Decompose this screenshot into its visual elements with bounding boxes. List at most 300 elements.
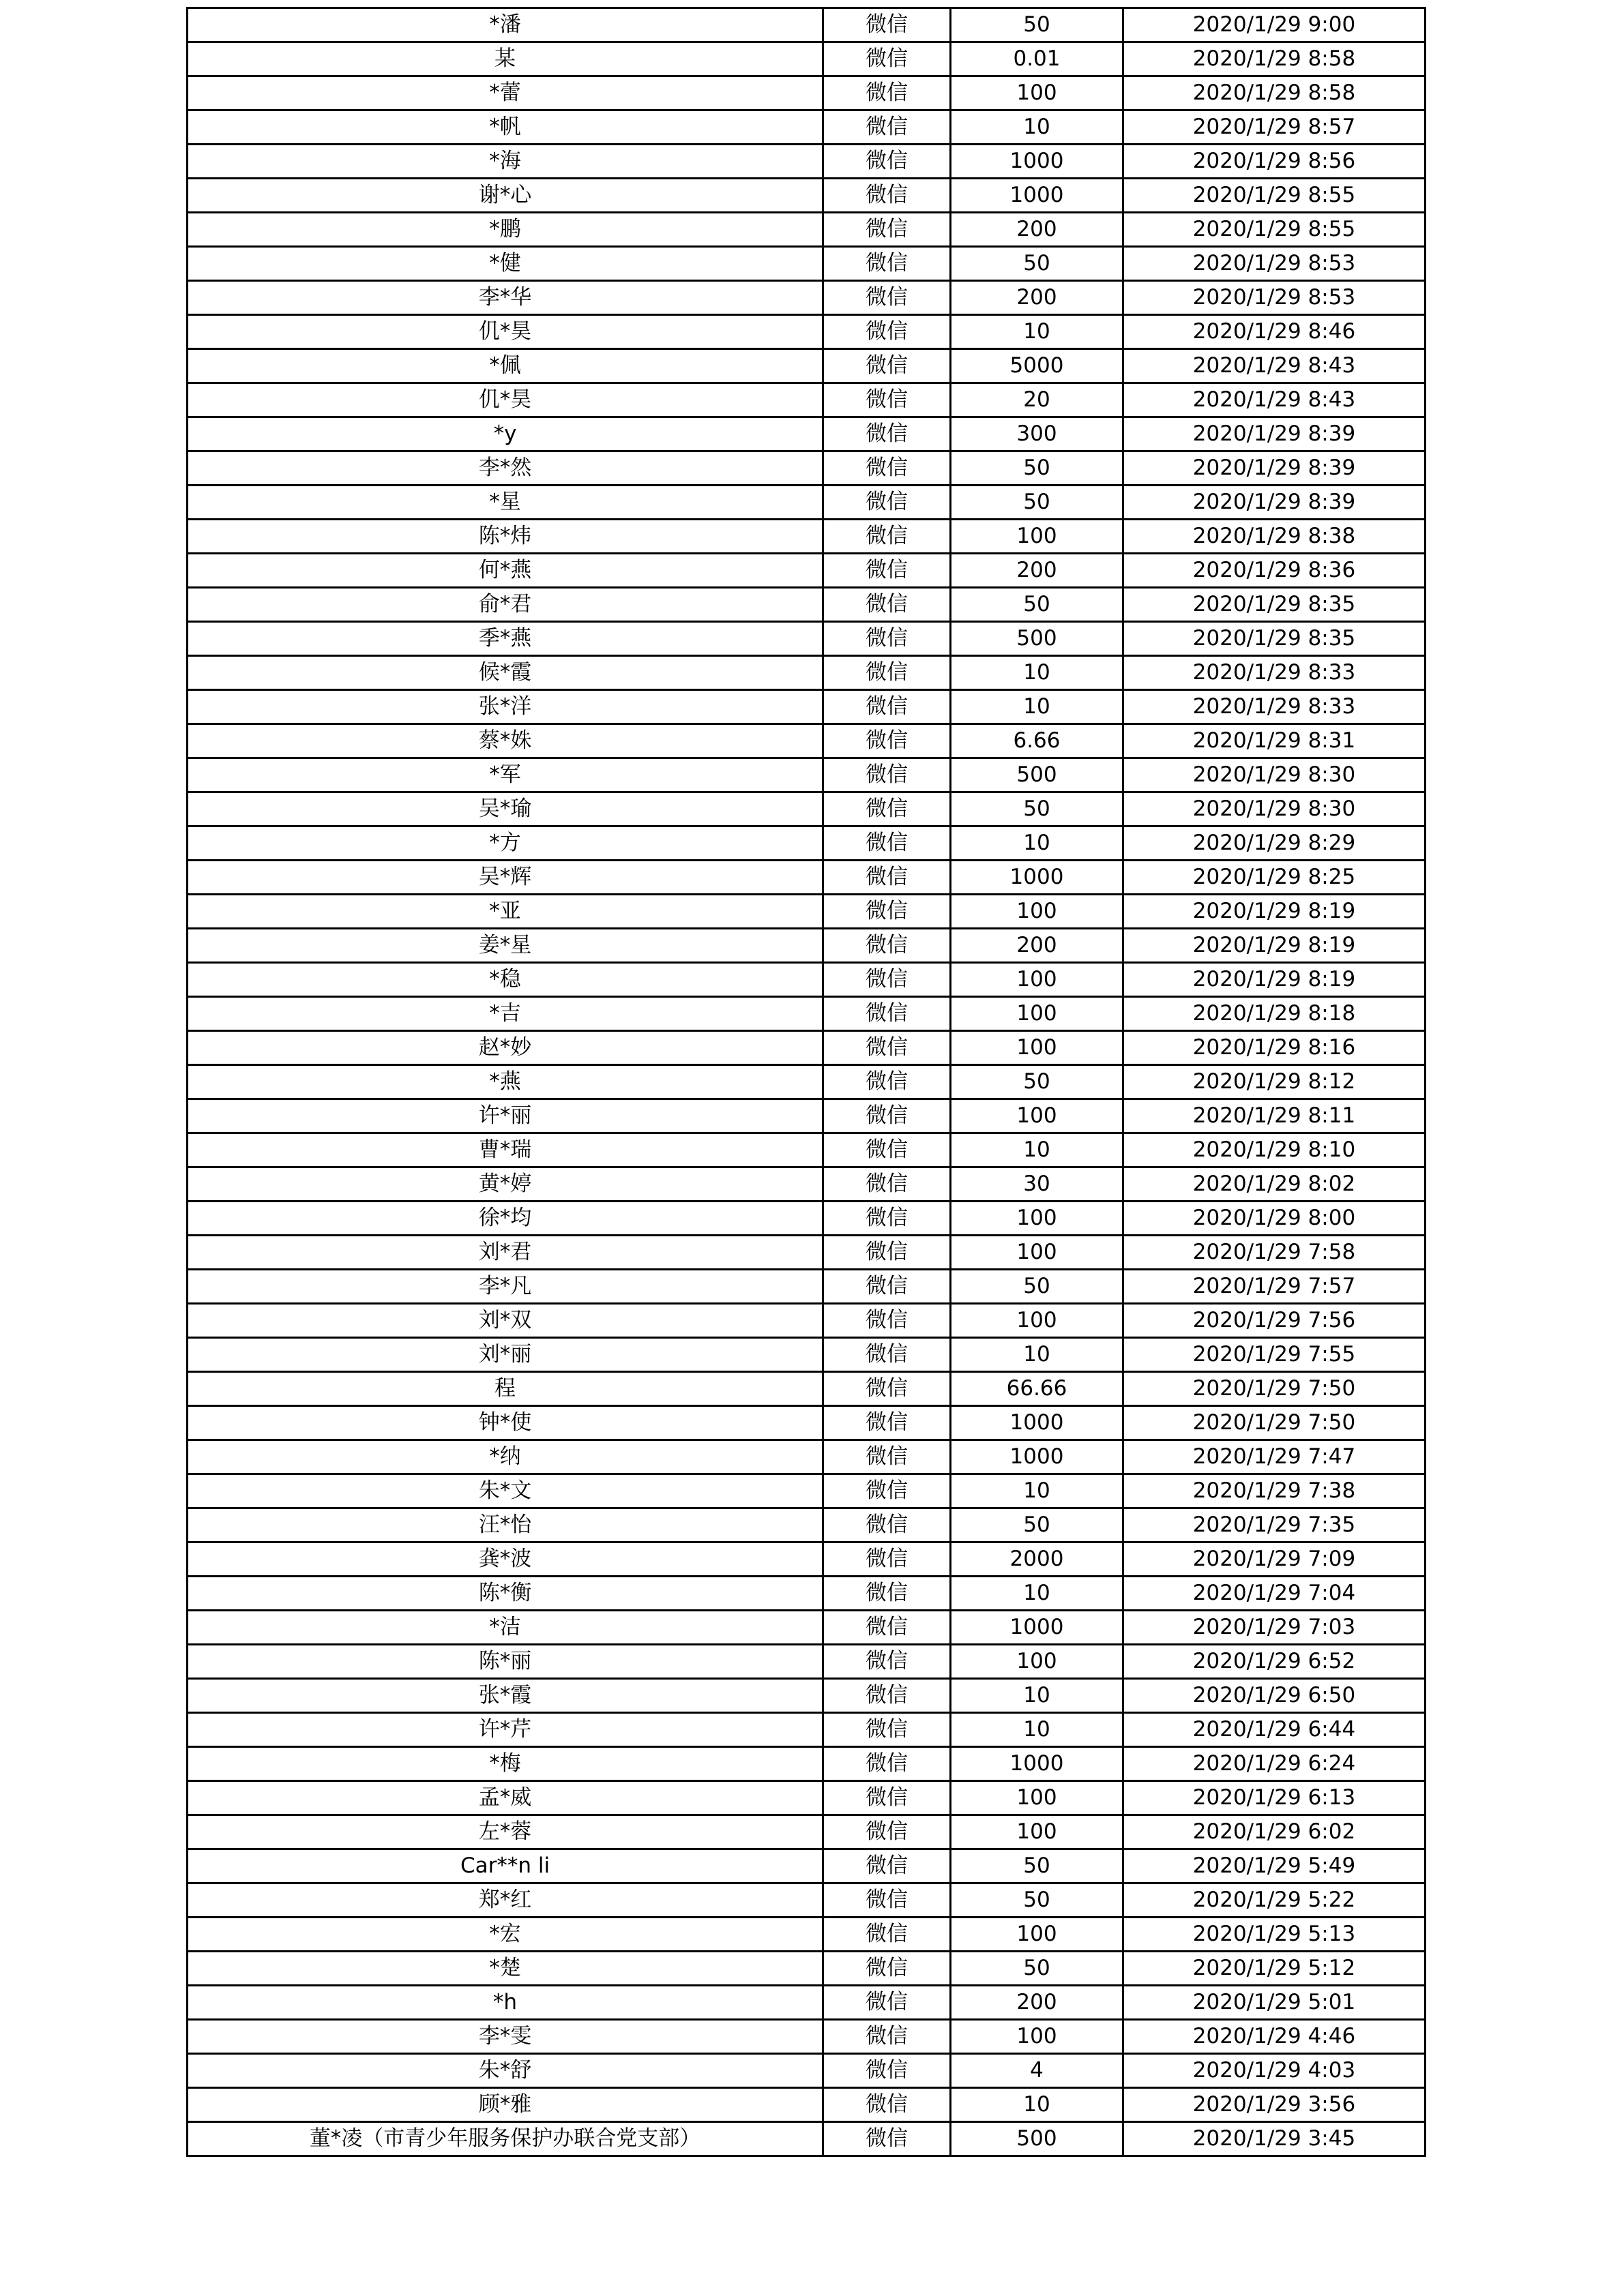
amount-cell: 200: [951, 1986, 1123, 2020]
donor-name-cell: 汪*怡: [188, 1508, 823, 1542]
payment-channel-cell: 微信: [823, 486, 951, 520]
timestamp-cell: 2020/1/29 5:12: [1123, 1952, 1426, 1986]
amount-cell: 100: [951, 1031, 1123, 1065]
amount-cell: 1000: [951, 861, 1123, 895]
payment-channel-cell: 微信: [823, 1031, 951, 1065]
donor-name-cell: 何*燕: [188, 554, 823, 588]
amount-cell: 50: [951, 1065, 1123, 1099]
amount-cell: 50: [951, 1883, 1123, 1918]
donor-name-cell: *潘: [188, 8, 823, 42]
timestamp-cell: 2020/1/29 6:24: [1123, 1747, 1426, 1781]
donor-name-cell: 张*洋: [188, 690, 823, 724]
payment-channel-cell: 微信: [823, 1236, 951, 1270]
table-row: [188, 486, 1426, 520]
payment-channel-cell: 微信: [823, 247, 951, 281]
table-row: [188, 1883, 1426, 1918]
table-body: [188, 8, 1426, 2156]
timestamp-cell: 2020/1/29 7:35: [1123, 1508, 1426, 1542]
amount-cell: 100: [951, 2020, 1123, 2054]
donor-name-cell: *亚: [188, 895, 823, 929]
payment-channel-cell: 微信: [823, 8, 951, 42]
timestamp-cell: 2020/1/29 3:45: [1123, 2122, 1426, 2156]
donor-name-cell: Car**n li: [188, 1849, 823, 1883]
table-row: [188, 997, 1426, 1031]
donor-name-cell: 朱*文: [188, 1474, 823, 1508]
donor-name-cell: 许*芹: [188, 1713, 823, 1747]
amount-cell: 1000: [951, 145, 1123, 179]
table-row: [188, 724, 1426, 758]
donor-name-cell: 钟*使: [188, 1406, 823, 1440]
payment-channel-cell: 微信: [823, 724, 951, 758]
amount-cell: 50: [951, 8, 1123, 42]
timestamp-cell: 2020/1/29 8:10: [1123, 1133, 1426, 1167]
payment-channel-cell: 微信: [823, 179, 951, 213]
donor-name-cell: 仉*昊: [188, 383, 823, 417]
table-row: [188, 1849, 1426, 1883]
payment-channel-cell: 微信: [823, 349, 951, 383]
table-row: [188, 1440, 1426, 1474]
amount-cell: 1000: [951, 1440, 1123, 1474]
timestamp-cell: 2020/1/29 8:55: [1123, 179, 1426, 213]
table-row: [188, 1918, 1426, 1952]
timestamp-cell: 2020/1/29 8:30: [1123, 792, 1426, 826]
timestamp-cell: 2020/1/29 8:16: [1123, 1031, 1426, 1065]
donor-name-cell: 吴*辉: [188, 861, 823, 895]
payment-channel-cell: 微信: [823, 110, 951, 145]
payment-channel-cell: 微信: [823, 1440, 951, 1474]
payment-channel-cell: 微信: [823, 690, 951, 724]
timestamp-cell: 2020/1/29 8:19: [1123, 963, 1426, 997]
payment-channel-cell: 微信: [823, 1611, 951, 1645]
donor-name-cell: 季*燕: [188, 622, 823, 656]
payment-channel-cell: 微信: [823, 826, 951, 861]
table-row: [188, 1781, 1426, 1815]
payment-channel-cell: 微信: [823, 2020, 951, 2054]
payment-channel-cell: 微信: [823, 1918, 951, 1952]
amount-cell: 100: [951, 1304, 1123, 1338]
amount-cell: 6.66: [951, 724, 1123, 758]
payment-channel-cell: 微信: [823, 1883, 951, 1918]
table-row: [188, 8, 1426, 42]
payment-channel-cell: 微信: [823, 281, 951, 315]
timestamp-cell: 2020/1/29 8:31: [1123, 724, 1426, 758]
amount-cell: 10: [951, 1133, 1123, 1167]
amount-cell: 50: [951, 588, 1123, 622]
payment-channel-cell: 微信: [823, 1508, 951, 1542]
table-row: [188, 690, 1426, 724]
table-row: [188, 1133, 1426, 1167]
amount-cell: 500: [951, 758, 1123, 792]
table-row: [188, 315, 1426, 349]
amount-cell: 100: [951, 520, 1123, 554]
donor-name-cell: 李*然: [188, 451, 823, 486]
table-row: [188, 451, 1426, 486]
payment-channel-cell: 微信: [823, 1065, 951, 1099]
table-row: [188, 1577, 1426, 1611]
timestamp-cell: 2020/1/29 8:36: [1123, 554, 1426, 588]
timestamp-cell: 2020/1/29 8:56: [1123, 145, 1426, 179]
amount-cell: 10: [951, 690, 1123, 724]
table-row: [188, 1270, 1426, 1304]
donor-name-cell: *宏: [188, 1918, 823, 1952]
table-row: [188, 826, 1426, 861]
payment-channel-cell: 微信: [823, 451, 951, 486]
payment-channel-cell: 微信: [823, 963, 951, 997]
table-row: [188, 1952, 1426, 1986]
table-row: [188, 2088, 1426, 2122]
amount-cell: 50: [951, 486, 1123, 520]
table-row: [188, 145, 1426, 179]
table-row: [188, 554, 1426, 588]
amount-cell: 10: [951, 1474, 1123, 1508]
amount-cell: 1000: [951, 1406, 1123, 1440]
table-row: [188, 588, 1426, 622]
table-row: [188, 42, 1426, 76]
amount-cell: 4: [951, 2054, 1123, 2088]
amount-cell: 100: [951, 1202, 1123, 1236]
amount-cell: 100: [951, 76, 1123, 110]
donor-name-cell: *纳: [188, 1440, 823, 1474]
timestamp-cell: 2020/1/29 8:29: [1123, 826, 1426, 861]
table-row: [188, 247, 1426, 281]
donor-name-cell: *蕾: [188, 76, 823, 110]
amount-cell: 10: [951, 315, 1123, 349]
donor-name-cell: 徐*均: [188, 1202, 823, 1236]
donor-name-cell: *鹏: [188, 213, 823, 247]
payment-channel-cell: 微信: [823, 1099, 951, 1133]
payment-channel-cell: 微信: [823, 1304, 951, 1338]
amount-cell: 100: [951, 1918, 1123, 1952]
timestamp-cell: 2020/1/29 8:33: [1123, 690, 1426, 724]
payment-channel-cell: 微信: [823, 656, 951, 690]
payment-channel-cell: 微信: [823, 213, 951, 247]
timestamp-cell: 2020/1/29 8:53: [1123, 281, 1426, 315]
payment-channel-cell: 微信: [823, 895, 951, 929]
payment-channel-cell: 微信: [823, 1679, 951, 1713]
table-row: [188, 1713, 1426, 1747]
donor-name-cell: *帆: [188, 110, 823, 145]
timestamp-cell: 2020/1/29 8:35: [1123, 588, 1426, 622]
table-row: [188, 179, 1426, 213]
donor-name-cell: 龚*波: [188, 1542, 823, 1577]
table-row: [188, 1406, 1426, 1440]
table-row: [188, 1679, 1426, 1713]
timestamp-cell: 2020/1/29 7:47: [1123, 1440, 1426, 1474]
table-row: [188, 1099, 1426, 1133]
payment-channel-cell: 微信: [823, 1270, 951, 1304]
donor-name-cell: 许*丽: [188, 1099, 823, 1133]
donor-name-cell: 某: [188, 42, 823, 76]
table-row: [188, 622, 1426, 656]
table-row: [188, 929, 1426, 963]
amount-cell: 100: [951, 895, 1123, 929]
donor-name-cell: 吴*瑜: [188, 792, 823, 826]
payment-channel-cell: 微信: [823, 1577, 951, 1611]
payment-channel-cell: 微信: [823, 1542, 951, 1577]
amount-cell: 66.66: [951, 1372, 1123, 1406]
payment-channel-cell: 微信: [823, 758, 951, 792]
amount-cell: 20: [951, 383, 1123, 417]
table-row: [188, 1372, 1426, 1406]
amount-cell: 500: [951, 2122, 1123, 2156]
donor-name-cell: 俞*君: [188, 588, 823, 622]
table-row: [188, 1474, 1426, 1508]
amount-cell: 50: [951, 1270, 1123, 1304]
timestamp-cell: 2020/1/29 6:52: [1123, 1645, 1426, 1679]
timestamp-cell: 2020/1/29 8:39: [1123, 451, 1426, 486]
donor-name-cell: *海: [188, 145, 823, 179]
amount-cell: 50: [951, 247, 1123, 281]
payment-channel-cell: 微信: [823, 1815, 951, 1849]
donor-name-cell: *星: [188, 486, 823, 520]
donor-name-cell: 孟*威: [188, 1781, 823, 1815]
payment-channel-cell: 微信: [823, 1849, 951, 1883]
payment-channel-cell: 微信: [823, 929, 951, 963]
amount-cell: 1000: [951, 179, 1123, 213]
donor-name-cell: *洁: [188, 1611, 823, 1645]
amount-cell: 100: [951, 963, 1123, 997]
timestamp-cell: 2020/1/29 5:49: [1123, 1849, 1426, 1883]
table-row: [188, 963, 1426, 997]
amount-cell: 10: [951, 110, 1123, 145]
table-row: [188, 758, 1426, 792]
donor-name-cell: 刘*丽: [188, 1338, 823, 1372]
amount-cell: 10: [951, 656, 1123, 690]
timestamp-cell: 2020/1/29 8:11: [1123, 1099, 1426, 1133]
timestamp-cell: 2020/1/29 8:39: [1123, 486, 1426, 520]
donor-name-cell: *h: [188, 1986, 823, 2020]
donor-name-cell: 候*霞: [188, 656, 823, 690]
table-row: [188, 656, 1426, 690]
payment-channel-cell: 微信: [823, 42, 951, 76]
timestamp-cell: 2020/1/29 8:19: [1123, 929, 1426, 963]
timestamp-cell: 2020/1/29 8:58: [1123, 76, 1426, 110]
amount-cell: 10: [951, 1577, 1123, 1611]
timestamp-cell: 2020/1/29 8:02: [1123, 1167, 1426, 1202]
amount-cell: 300: [951, 417, 1123, 451]
timestamp-cell: 2020/1/29 6:13: [1123, 1781, 1426, 1815]
timestamp-cell: 2020/1/29 8:30: [1123, 758, 1426, 792]
timestamp-cell: 2020/1/29 8:35: [1123, 622, 1426, 656]
table-row: [188, 1065, 1426, 1099]
donation-table-container: [186, 7, 1424, 2157]
timestamp-cell: 2020/1/29 7:38: [1123, 1474, 1426, 1508]
donor-name-cell: 顾*雅: [188, 2088, 823, 2122]
table-row: [188, 861, 1426, 895]
timestamp-cell: 2020/1/29 6:44: [1123, 1713, 1426, 1747]
donor-name-cell: 董*凌（市青少年服务保护办联合党支部）: [188, 2122, 823, 2156]
payment-channel-cell: 微信: [823, 554, 951, 588]
table-row: [188, 1611, 1426, 1645]
payment-channel-cell: 微信: [823, 1474, 951, 1508]
table-row: [188, 1338, 1426, 1372]
table-row: [188, 1747, 1426, 1781]
timestamp-cell: 2020/1/29 8:33: [1123, 656, 1426, 690]
timestamp-cell: 2020/1/29 8:18: [1123, 997, 1426, 1031]
timestamp-cell: 2020/1/29 4:03: [1123, 2054, 1426, 2088]
amount-cell: 50: [951, 1849, 1123, 1883]
timestamp-cell: 2020/1/29 8:55: [1123, 213, 1426, 247]
timestamp-cell: 2020/1/29 8:43: [1123, 349, 1426, 383]
payment-channel-cell: 微信: [823, 2054, 951, 2088]
timestamp-cell: 2020/1/29 8:12: [1123, 1065, 1426, 1099]
donor-name-cell: 曹*瑞: [188, 1133, 823, 1167]
amount-cell: 1000: [951, 1611, 1123, 1645]
payment-channel-cell: 微信: [823, 2088, 951, 2122]
table-row: [188, 1815, 1426, 1849]
payment-channel-cell: 微信: [823, 383, 951, 417]
payment-channel-cell: 微信: [823, 1406, 951, 1440]
amount-cell: 500: [951, 622, 1123, 656]
timestamp-cell: 2020/1/29 6:02: [1123, 1815, 1426, 1849]
timestamp-cell: 2020/1/29 8:00: [1123, 1202, 1426, 1236]
donor-name-cell: *稳: [188, 963, 823, 997]
table-row: [188, 1304, 1426, 1338]
timestamp-cell: 2020/1/29 3:56: [1123, 2088, 1426, 2122]
timestamp-cell: 2020/1/29 8:46: [1123, 315, 1426, 349]
payment-channel-cell: 微信: [823, 315, 951, 349]
table-row: [188, 520, 1426, 554]
amount-cell: 10: [951, 1338, 1123, 1372]
payment-channel-cell: 微信: [823, 520, 951, 554]
amount-cell: 10: [951, 1679, 1123, 1713]
amount-cell: 50: [951, 792, 1123, 826]
donor-name-cell: 李*雯: [188, 2020, 823, 2054]
timestamp-cell: 2020/1/29 8:58: [1123, 42, 1426, 76]
timestamp-cell: 2020/1/29 8:53: [1123, 247, 1426, 281]
timestamp-cell: 2020/1/29 7:03: [1123, 1611, 1426, 1645]
payment-channel-cell: 微信: [823, 76, 951, 110]
timestamp-cell: 2020/1/29 7:55: [1123, 1338, 1426, 1372]
donor-name-cell: *军: [188, 758, 823, 792]
amount-cell: 100: [951, 1236, 1123, 1270]
donor-name-cell: *梅: [188, 1747, 823, 1781]
payment-channel-cell: 微信: [823, 792, 951, 826]
payment-channel-cell: 微信: [823, 1747, 951, 1781]
timestamp-cell: 2020/1/29 7:04: [1123, 1577, 1426, 1611]
timestamp-cell: 2020/1/29 7:56: [1123, 1304, 1426, 1338]
table-row: [188, 792, 1426, 826]
donor-name-cell: *y: [188, 417, 823, 451]
payment-channel-cell: 微信: [823, 1167, 951, 1202]
payment-channel-cell: 微信: [823, 1986, 951, 2020]
donor-name-cell: *燕: [188, 1065, 823, 1099]
amount-cell: 50: [951, 451, 1123, 486]
donor-name-cell: 谢*心: [188, 179, 823, 213]
amount-cell: 0.01: [951, 42, 1123, 76]
payment-channel-cell: 微信: [823, 997, 951, 1031]
donor-name-cell: 赵*妙: [188, 1031, 823, 1065]
amount-cell: 200: [951, 554, 1123, 588]
timestamp-cell: 2020/1/29 8:25: [1123, 861, 1426, 895]
timestamp-cell: 2020/1/29 7:50: [1123, 1372, 1426, 1406]
table-row: [188, 213, 1426, 247]
amount-cell: 100: [951, 1099, 1123, 1133]
timestamp-cell: 2020/1/29 5:22: [1123, 1883, 1426, 1918]
donor-name-cell: 蔡*姝: [188, 724, 823, 758]
table-row: [188, 76, 1426, 110]
table-row: [188, 2020, 1426, 2054]
donor-name-cell: 朱*舒: [188, 2054, 823, 2088]
timestamp-cell: 2020/1/29 8:19: [1123, 895, 1426, 929]
table-row: [188, 1508, 1426, 1542]
donor-name-cell: 左*蓉: [188, 1815, 823, 1849]
donor-name-cell: *方: [188, 826, 823, 861]
donor-name-cell: *楚: [188, 1952, 823, 1986]
payment-channel-cell: 微信: [823, 622, 951, 656]
donor-name-cell: 姜*星: [188, 929, 823, 963]
payment-channel-cell: 微信: [823, 861, 951, 895]
table-row: [188, 1202, 1426, 1236]
donor-name-cell: 陈*丽: [188, 1645, 823, 1679]
timestamp-cell: 2020/1/29 7:57: [1123, 1270, 1426, 1304]
amount-cell: 10: [951, 826, 1123, 861]
table-row: [188, 1031, 1426, 1065]
table-row: [188, 1986, 1426, 2020]
payment-channel-cell: 微信: [823, 1372, 951, 1406]
amount-cell: 50: [951, 1952, 1123, 1986]
amount-cell: 100: [951, 997, 1123, 1031]
donor-name-cell: 郑*红: [188, 1883, 823, 1918]
payment-channel-cell: 微信: [823, 1133, 951, 1167]
donor-name-cell: 李*凡: [188, 1270, 823, 1304]
table-row: [188, 1236, 1426, 1270]
payment-channel-cell: 微信: [823, 1202, 951, 1236]
timestamp-cell: 2020/1/29 8:43: [1123, 383, 1426, 417]
table-row: [188, 1645, 1426, 1679]
timestamp-cell: 2020/1/29 8:38: [1123, 520, 1426, 554]
table-row: [188, 1167, 1426, 1202]
payment-channel-cell: 微信: [823, 1338, 951, 1372]
table-row: [188, 2054, 1426, 2088]
table-row: [188, 417, 1426, 451]
payment-channel-cell: 微信: [823, 1781, 951, 1815]
payment-channel-cell: 微信: [823, 1713, 951, 1747]
payment-channel-cell: 微信: [823, 1952, 951, 1986]
payment-channel-cell: 微信: [823, 145, 951, 179]
timestamp-cell: 2020/1/29 7:50: [1123, 1406, 1426, 1440]
timestamp-cell: 2020/1/29 7:58: [1123, 1236, 1426, 1270]
donor-name-cell: *吉: [188, 997, 823, 1031]
timestamp-cell: 2020/1/29 5:01: [1123, 1986, 1426, 2020]
payment-channel-cell: 微信: [823, 417, 951, 451]
amount-cell: 200: [951, 929, 1123, 963]
donor-name-cell: *健: [188, 247, 823, 281]
timestamp-cell: 2020/1/29 4:46: [1123, 2020, 1426, 2054]
donor-name-cell: 仉*昊: [188, 315, 823, 349]
donor-name-cell: 刘*双: [188, 1304, 823, 1338]
donor-name-cell: 李*华: [188, 281, 823, 315]
timestamp-cell: 2020/1/29 8:57: [1123, 110, 1426, 145]
donor-name-cell: 陈*炜: [188, 520, 823, 554]
donor-name-cell: 黄*婷: [188, 1167, 823, 1202]
table-row: [188, 1542, 1426, 1577]
amount-cell: 10: [951, 1713, 1123, 1747]
table-row: [188, 2122, 1426, 2156]
donor-name-cell: *佩: [188, 349, 823, 383]
timestamp-cell: 2020/1/29 5:13: [1123, 1918, 1426, 1952]
table-row: [188, 349, 1426, 383]
donor-name-cell: 陈*衡: [188, 1577, 823, 1611]
payment-channel-cell: 微信: [823, 1645, 951, 1679]
amount-cell: 100: [951, 1645, 1123, 1679]
table-row: [188, 895, 1426, 929]
amount-cell: 2000: [951, 1542, 1123, 1577]
amount-cell: 200: [951, 281, 1123, 315]
amount-cell: 5000: [951, 349, 1123, 383]
donor-name-cell: 刘*君: [188, 1236, 823, 1270]
amount-cell: 30: [951, 1167, 1123, 1202]
